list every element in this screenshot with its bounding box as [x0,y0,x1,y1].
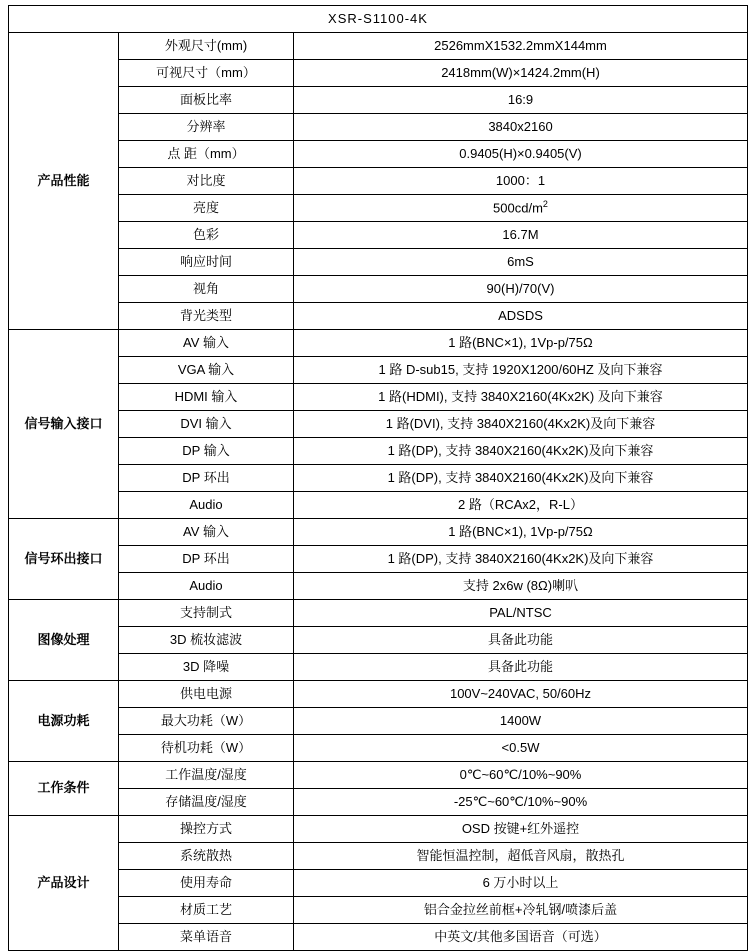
parameter-value: ADSDS [294,303,748,330]
table-row [9,546,748,573]
parameter-value: 0℃~60℃/10%~90% [294,762,748,789]
parameter-value: 0.9405(H)×0.9405(V) [294,141,748,168]
parameter-label: 响应时间 [119,249,294,276]
parameter-value: 中英文/其他多国语音（可选） [294,924,748,951]
parameter-label: 色彩 [119,222,294,249]
parameter-value: 1 路 D-sub15, 支持 1920X1200/60HZ 及向下兼容 [294,357,748,384]
parameter-label: AV 输入 [119,519,294,546]
table-row [9,276,748,303]
parameter-label: 点 距（mm） [119,141,294,168]
parameter-value: -25℃~60℃/10%~90% [294,789,748,816]
document-title: XSR-S1100-4K [9,6,748,33]
table-row [9,357,748,384]
parameter-label: DP 输入 [119,438,294,465]
parameter-value: 100V~240VAC, 50/60Hz [294,681,748,708]
parameter-label: 存储温度/湿度 [119,789,294,816]
parameter-value: OSD 按键+红外遥控 [294,816,748,843]
table-row [9,600,748,627]
parameter-label: DP 环出 [119,465,294,492]
parameter-value: 铝合金拉丝前框+冷轧钢/喷漆后盖 [294,897,748,924]
specification-table [8,5,748,951]
parameter-value: 1 路(DP), 支持 3840X2160(4Kx2K)及向下兼容 [294,465,748,492]
spec-sheet [0,5,756,944]
table-row [9,627,748,654]
table-row [9,33,748,60]
parameter-value: 具备此功能 [294,654,748,681]
parameter-label: 分辨率 [119,114,294,141]
table-row [9,708,748,735]
table-row [9,492,748,519]
parameter-label: 视角 [119,276,294,303]
table-row [9,735,748,762]
table-row [9,681,748,708]
parameter-label: 面板比率 [119,87,294,114]
table-row [9,330,748,357]
table-body [9,6,748,951]
table-row [9,411,748,438]
parameter-label: Audio [119,492,294,519]
parameter-label: 对比度 [119,168,294,195]
parameter-value: $500cd/m^2$ [294,195,748,222]
table-row [9,816,748,843]
table-row [9,897,748,924]
table-row [9,303,748,330]
parameter-label: VGA 输入 [119,357,294,384]
parameter-label: 最大功耗（W） [119,708,294,735]
parameter-value: <0.5W [294,735,748,762]
parameter-label: 使用寿命 [119,870,294,897]
parameter-value: 1 路(DVI), 支持 3840X2160(4Kx2K)及向下兼容 [294,411,748,438]
parameter-label: HDMI 输入 [119,384,294,411]
parameter-label: 供电电源 [119,681,294,708]
parameter-label: Audio [119,573,294,600]
parameter-label: 3D 梳妆滤波 [119,627,294,654]
table-row [9,573,748,600]
table-row [9,87,748,114]
parameter-value: 3840x2160 [294,114,748,141]
parameter-label: 待机功耗（W） [119,735,294,762]
parameter-value: 90(H)/70(V) [294,276,748,303]
parameter-label: 操控方式 [119,816,294,843]
parameter-value: 支持 2x6w (8Ω)喇叭 [294,573,748,600]
section-group-label: 电源功耗 [9,681,119,762]
table-row [9,519,748,546]
parameter-label: 外观尺寸(mm) [119,33,294,60]
parameter-value: 2 路（RCAx2，R-L） [294,492,748,519]
parameter-value: 1000：1 [294,168,748,195]
table-row [9,465,748,492]
parameter-value: 1 路(DP), 支持 3840X2160(4Kx2K)及向下兼容 [294,546,748,573]
table-row [9,789,748,816]
table-row [9,870,748,897]
parameter-label: DVI 输入 [119,411,294,438]
parameter-value: 1400W [294,708,748,735]
table-row [9,141,748,168]
parameter-label: AV 输入 [119,330,294,357]
parameter-value: 1 路(BNC×1), 1Vp-p/75Ω [294,330,748,357]
table-row [9,114,748,141]
table-row [9,438,748,465]
parameter-value: 16:9 [294,87,748,114]
table-row [9,924,748,951]
table-row [9,843,748,870]
parameter-value: 1 路(DP), 支持 3840X2160(4Kx2K)及向下兼容 [294,438,748,465]
table-row [9,195,748,222]
parameter-value: PAL/NTSC [294,600,748,627]
parameter-label: 菜单语音 [119,924,294,951]
parameter-label: 可视尺寸（mm） [119,60,294,87]
section-group-label: 工作条件 [9,762,119,816]
parameter-value: 1 路(HDMI), 支持 3840X2160(4Kx2K) 及向下兼容 [294,384,748,411]
parameter-value: 6mS [294,249,748,276]
parameter-value: 16.7M [294,222,748,249]
parameter-value: 6 万小时以上 [294,870,748,897]
parameter-label: DP 环出 [119,546,294,573]
parameter-label: 系统散热 [119,843,294,870]
parameter-label: 背光类型 [119,303,294,330]
parameter-label: 工作温度/湿度 [119,762,294,789]
section-group-label: 图像处理 [9,600,119,681]
table-row [9,249,748,276]
section-group-label: 信号输入接口 [9,330,119,519]
parameter-value: 具备此功能 [294,627,748,654]
parameter-value: 2526mmX1532.2mmX144mm [294,33,748,60]
section-group-label: 产品设计 [9,816,119,951]
parameter-label: 3D 降噪 [119,654,294,681]
parameter-value: 智能恒温控制，超低音风扇，散热孔 [294,843,748,870]
parameter-value: 1 路(BNC×1), 1Vp-p/75Ω [294,519,748,546]
section-group-label: 信号环出接口 [9,519,119,600]
table-row [9,222,748,249]
table-row [9,654,748,681]
parameter-value: 2418mm(W)×1424.2mm(H) [294,60,748,87]
table-row [9,384,748,411]
parameter-label: 亮度 [119,195,294,222]
table-row [9,168,748,195]
table-row [9,60,748,87]
table-title-row [9,6,748,33]
parameter-label: 支持制式 [119,600,294,627]
table-row [9,762,748,789]
parameter-label: 材质工艺 [119,897,294,924]
section-group-label: 产品性能 [9,33,119,330]
